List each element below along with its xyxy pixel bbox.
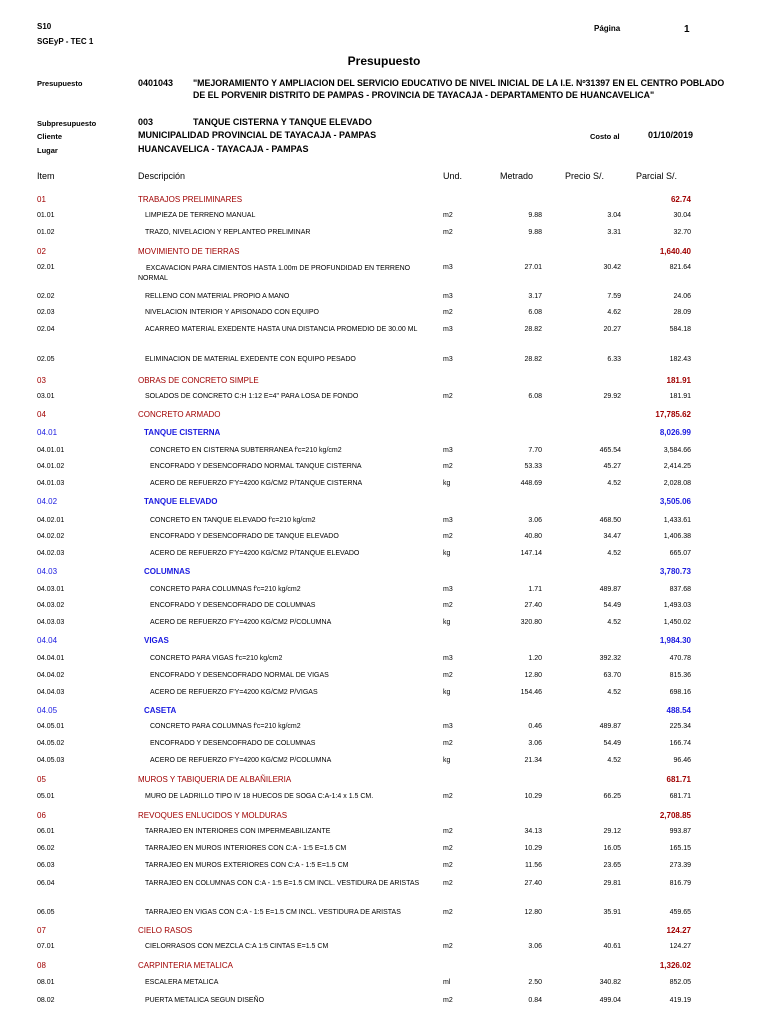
col-descripcion-header: Descripción <box>138 171 186 181</box>
row-unit: kg <box>443 689 451 696</box>
row-item-code: 08.02 <box>37 997 55 1004</box>
row-metrado: 3.06 <box>528 943 542 950</box>
row-unit: m3 <box>443 586 453 593</box>
row-metrado: 6.08 <box>528 393 542 400</box>
row-item-code: 06.03 <box>37 862 55 869</box>
row-parcial: 62.74 <box>670 195 691 204</box>
row-metrado: 10.29 <box>524 845 542 852</box>
system-name: SGEyP - TEC 1 <box>37 37 94 46</box>
row-description: REVOQUES ENLUCIDOS Y MOLDURAS <box>138 811 288 820</box>
row-precio: 34.47 <box>603 533 621 540</box>
row-parcial: 28.09 <box>673 309 691 316</box>
row-metrado: 9.88 <box>528 212 542 219</box>
row-item-code: 02 <box>37 247 46 256</box>
row-parcial: 488.54 <box>666 706 691 715</box>
presupuesto-code: 0401043 <box>138 78 174 88</box>
row-description: ELIMINACION DE MATERIAL EXEDENTE CON EQUIPO PESADO <box>145 356 356 363</box>
row-metrado: 1.71 <box>528 586 542 593</box>
row-description: RELLENO CON MATERIAL PROPIO A MANO <box>145 293 290 300</box>
row-unit: m3 <box>443 264 453 271</box>
row-item-code: 04.04.02 <box>37 672 65 679</box>
row-description: CONCRETO EN TANQUE ELEVADO f'c=210 kg/cm2 <box>150 517 316 524</box>
row-precio: 45.27 <box>603 463 621 470</box>
col-precio-header: Precio S/. <box>565 171 605 181</box>
row-parcial: 419.19 <box>669 997 691 1004</box>
row-parcial: 96.46 <box>673 757 691 764</box>
row-description: CARPINTERIA METALICA <box>138 961 233 970</box>
row-parcial: 17,785.62 <box>655 410 691 419</box>
row-parcial: 181.91 <box>666 376 691 385</box>
row-parcial: 124.27 <box>669 943 691 950</box>
row-precio: 392.32 <box>599 655 621 662</box>
row-description: MURO DE LADRILLO TIPO IV 18 HUECOS DE SOGA C:A-1:4 x 1.5 CM. <box>145 793 374 800</box>
row-unit: m2 <box>443 393 453 400</box>
row-item-code: 04.04.03 <box>37 689 65 696</box>
row-metrado: 27.40 <box>524 880 542 887</box>
row-item-code: 04.03.03 <box>37 619 65 626</box>
row-parcial: 816.79 <box>669 880 691 887</box>
row-description: CONCRETO PARA VIGAS f'c=210 kg/cm2 <box>150 655 283 662</box>
row-parcial: 166.74 <box>669 740 691 747</box>
row-description: CASETA <box>144 706 177 715</box>
row-item-code: 04.02.02 <box>37 533 65 540</box>
row-parcial: 181.91 <box>669 393 691 400</box>
row-item-code: 01.02 <box>37 229 55 236</box>
row-description: TARRAJEO EN INTERIORES CON IMPERMEABILIZANTE <box>145 828 331 835</box>
row-metrado: 10.29 <box>524 793 542 800</box>
row-parcial: 681.71 <box>669 793 691 800</box>
row-parcial: 1,433.61 <box>663 517 691 524</box>
page-number: 1 <box>684 24 690 35</box>
row-item-code: 04.02.03 <box>37 550 65 557</box>
row-description: ACERO DE REFUERZO F'Y=4200 KG/CM2 P/COLUMNA <box>150 757 332 764</box>
row-precio: 54.49 <box>603 602 621 609</box>
row-description: TARRAJEO EN MUROS INTERIORES CON C:A - 1:5 E=1.5 CM <box>145 845 347 852</box>
row-unit: m3 <box>443 447 453 454</box>
row-description: TANQUE CISTERNA <box>144 428 221 437</box>
row-parcial: 1,326.02 <box>659 961 691 970</box>
row-unit: kg <box>443 757 451 764</box>
row-precio: 29.81 <box>603 880 621 887</box>
row-item-code: 01 <box>37 195 46 204</box>
row-description: CIELORRASOS CON MEZCLA C:A 1:5 CINTAS E=1.5 CM <box>145 943 329 950</box>
page-title: Presupuesto <box>347 54 421 68</box>
row-metrado: 7.70 <box>528 447 542 454</box>
row-item-code: 03 <box>37 376 46 385</box>
row-metrado: 147.14 <box>520 550 542 557</box>
row-description: NIVELACION INTERIOR Y APISONADO CON EQUIPO <box>145 309 320 316</box>
row-description: ENCOFRADO Y DESENCOFRADO DE TANQUE ELEVADO <box>150 533 339 540</box>
row-item-code: 04.03.02 <box>37 602 65 609</box>
row-metrado: 6.08 <box>528 309 542 316</box>
row-metrado: 21.34 <box>524 757 542 764</box>
row-item-code: 07.01 <box>37 943 55 950</box>
row-item-code: 04.01.02 <box>37 463 65 470</box>
row-unit: m2 <box>443 862 453 869</box>
row-description: TRAZO, NIVELACION Y REPLANTEO PRELIMINAR <box>145 229 311 236</box>
row-unit: m2 <box>443 793 453 800</box>
row-unit: kg <box>443 619 451 626</box>
row-metrado: 53.33 <box>524 463 542 470</box>
row-parcial: 3,505.06 <box>659 497 691 506</box>
row-unit: m2 <box>443 997 453 1004</box>
subpresupuesto-name: TANQUE CISTERNA Y TANQUE ELEVADO <box>193 117 372 127</box>
row-unit: m2 <box>443 828 453 835</box>
row-parcial: 584.18 <box>669 326 691 333</box>
subpresupuesto-label: Subpresupuesto <box>37 119 97 128</box>
col-item-header: Item <box>37 171 55 181</box>
row-item-code: 04.05.01 <box>37 723 65 730</box>
row-parcial: 1,984.30 <box>659 636 691 645</box>
col-und-header: Und. <box>443 171 463 181</box>
row-item-code: 08 <box>37 961 46 970</box>
row-description: TANQUE ELEVADO <box>144 497 218 506</box>
lugar-label: Lugar <box>37 146 58 155</box>
row-description: CONCRETO ARMADO <box>138 410 221 419</box>
row-parcial: 2,414.25 <box>663 463 691 470</box>
row-unit: m2 <box>443 533 453 540</box>
row-precio: 30.42 <box>603 264 621 271</box>
costo-label: Costo al <box>590 132 620 141</box>
row-description: CONCRETO PARA COLUMNAS f'c=210 kg/cm2 <box>150 723 301 730</box>
row-parcial: 225.34 <box>669 723 691 730</box>
row-unit: m3 <box>443 517 453 524</box>
row-item-code: 02.01 <box>37 264 55 271</box>
col-parcial-header: Parcial S/. <box>636 171 678 181</box>
row-parcial: 681.71 <box>666 775 691 784</box>
row-item-code: 04.04.01 <box>37 655 65 662</box>
row-parcial: 1,493.03 <box>663 602 691 609</box>
row-item-code: 06.05 <box>37 909 55 916</box>
row-item-code: 04.01 <box>37 428 58 437</box>
row-description: MOVIMIENTO DE TIERRAS <box>138 247 240 256</box>
row-metrado: 28.82 <box>524 326 542 333</box>
row-item-code: 03.01 <box>37 393 55 400</box>
row-item-code: 05.01 <box>37 793 55 800</box>
row-parcial: 698.16 <box>669 689 691 696</box>
row-description: TRABAJOS PRELIMINARES <box>138 195 243 204</box>
presupuesto-label: Presupuesto <box>37 79 83 88</box>
presupuesto-name-line2: DE EL PORVENIR DISTRITO DE PAMPAS - PROVINCIA DE TAYACAJA - DEPARTAMENTO DE HUANCAVELICA" <box>193 90 655 100</box>
row-parcial: 2,028.08 <box>663 480 691 487</box>
row-parcial: 665.07 <box>669 550 691 557</box>
row-unit: m3 <box>443 723 453 730</box>
row-item-code: 08.01 <box>37 979 55 986</box>
row-parcial: 273.39 <box>669 862 691 869</box>
row-precio: 7.59 <box>607 293 621 300</box>
row-item-code: 02.04 <box>37 326 55 333</box>
row-metrado: 1.20 <box>528 655 542 662</box>
row-unit: m2 <box>443 672 453 679</box>
row-item-code: 04.03 <box>37 567 58 576</box>
row-unit: m2 <box>443 463 453 470</box>
row-item-code: 04.02 <box>37 497 58 506</box>
presupuesto-name-line1: "MEJORAMIENTO Y AMPLIACION DEL SERVICIO EDUCATIVO DE NIVEL INICIAL DE LA I.E. Nº31397 EN EL CENTRO POBLADO <box>193 78 725 88</box>
page-label: Página <box>594 24 621 33</box>
row-precio: 16.05 <box>603 845 621 852</box>
row-precio: 4.52 <box>607 619 621 626</box>
cliente-label: Cliente <box>37 132 63 141</box>
row-description: CONCRETO PARA COLUMNAS f'c=210 kg/cm2 <box>150 586 301 593</box>
row-item-code: 02.02 <box>37 293 55 300</box>
row-precio: 23.65 <box>603 862 621 869</box>
row-description: ACERO DE REFUERZO F'Y=4200 KG/CM2 P/COLUMNA <box>150 619 332 626</box>
row-description: ACERO DE REFUERZO F'Y=4200 KG/CM2 P/TANQUE ELEVADO <box>150 550 360 557</box>
row-description: ENCOFRADO Y DESENCOFRADO NORMAL DE VIGAS <box>150 672 329 679</box>
row-item-code: 04.05.03 <box>37 757 65 764</box>
row-parcial: 1,450.02 <box>663 619 691 626</box>
row-metrado: 3.06 <box>528 517 542 524</box>
row-precio: 4.52 <box>607 689 621 696</box>
row-unit: m3 <box>443 326 453 333</box>
row-precio: 4.52 <box>607 757 621 764</box>
row-item-code: 06 <box>37 811 46 820</box>
row-description: ENCOFRADO Y DESENCOFRADO NORMAL TANQUE CISTERNA <box>150 463 362 470</box>
row-unit: m2 <box>443 943 453 950</box>
row-parcial: 8,026.99 <box>659 428 691 437</box>
cliente-value: MUNICIPALIDAD PROVINCIAL DE TAYACAJA - PAMPAS <box>138 130 377 140</box>
row-precio: 4.52 <box>607 480 621 487</box>
row-precio: 3.31 <box>607 229 621 236</box>
row-metrado: 9.88 <box>528 229 542 236</box>
report-code: S10 <box>37 22 52 31</box>
row-description: OBRAS DE CONCRETO SIMPLE <box>138 376 259 385</box>
row-parcial: 24.06 <box>673 293 691 300</box>
row-description: CIELO RASOS <box>138 926 193 935</box>
row-precio: 66.25 <box>603 793 621 800</box>
row-unit: m2 <box>443 229 453 236</box>
row-metrado: 320.80 <box>520 619 542 626</box>
row-precio: 6.33 <box>607 356 621 363</box>
row-item-code: 04.02.01 <box>37 517 65 524</box>
row-item-code: 04.05.02 <box>37 740 65 747</box>
row-item-code: 06.01 <box>37 828 55 835</box>
row-precio: 40.61 <box>603 943 621 950</box>
row-unit: m2 <box>443 309 453 316</box>
row-item-code: 04.01.01 <box>37 447 65 454</box>
row-metrado: 28.82 <box>524 356 542 363</box>
row-unit: m3 <box>443 356 453 363</box>
row-unit: m2 <box>443 740 453 747</box>
row-unit: m2 <box>443 880 453 887</box>
row-precio: 489.87 <box>599 586 621 593</box>
row-description: ESCALERA METALICA <box>145 979 219 986</box>
row-description: ACERO DE REFUERZO F'Y=4200 KG/CM2 P/TANQUE CISTERNA <box>150 480 363 487</box>
row-description: ENCOFRADO Y DESENCOFRADO DE COLUMNAS <box>150 602 316 609</box>
lugar-value: HUANCAVELICA - TAYACAJA - PAMPAS <box>138 144 309 154</box>
row-description: TARRAJEO EN MUROS EXTERIORES CON C:A - 1:5 E=1.5 CM <box>145 862 349 869</box>
row-precio: 29.92 <box>603 393 621 400</box>
row-description: PUERTA METALICA SEGUN DISEÑO <box>145 997 265 1004</box>
row-parcial: 3,780.73 <box>659 567 691 576</box>
row-parcial: 837.68 <box>669 586 691 593</box>
row-item-code: 02.05 <box>37 356 55 363</box>
row-unit: m3 <box>443 293 453 300</box>
row-metrado: 11.56 <box>525 862 542 869</box>
row-description: COLUMNAS <box>144 567 191 576</box>
row-unit: m2 <box>443 909 453 916</box>
row-unit: m2 <box>443 845 453 852</box>
row-parcial: 1,640.40 <box>659 247 691 256</box>
row-precio: 3.04 <box>607 212 621 219</box>
row-precio: 20.27 <box>603 326 621 333</box>
row-metrado: 154.46 <box>520 689 542 696</box>
row-parcial: 2,708.85 <box>659 811 691 820</box>
col-metrado-header: Metrado <box>500 171 534 181</box>
row-description: EXCAVACION PARA CIMIENTOS HASTA 1.00m DE PROFUNDIDAD EN TERRENO NORMAL <box>138 265 411 282</box>
row-item-code: 04 <box>37 410 46 419</box>
row-parcial: 852.05 <box>669 979 691 986</box>
row-metrado: 3.17 <box>528 293 542 300</box>
row-parcial: 821.64 <box>669 264 691 271</box>
row-description: LIMPIEZA DE TERRENO MANUAL <box>145 212 256 219</box>
row-precio: 468.50 <box>599 517 621 524</box>
row-metrado: 448.69 <box>520 480 542 487</box>
row-unit: m3 <box>443 655 453 662</box>
row-metrado: 27.40 <box>524 602 542 609</box>
row-item-code: 04.03.01 <box>37 586 65 593</box>
row-parcial: 3,584.66 <box>663 447 691 454</box>
row-parcial: 1,406.38 <box>663 533 691 540</box>
row-parcial: 993.87 <box>669 828 691 835</box>
row-description: ACARREO MATERIAL EXEDENTE HASTA UNA DISTANCIA PROMEDIO DE 30.00 ML <box>145 326 418 333</box>
row-item-code: 06.02 <box>37 845 55 852</box>
row-metrado: 12.80 <box>524 909 542 916</box>
row-item-code: 04.01.03 <box>37 480 65 487</box>
row-metrado: 34.13 <box>524 828 542 835</box>
row-item-code: 02.03 <box>37 309 55 316</box>
row-precio: 54.49 <box>603 740 621 747</box>
row-description: ENCOFRADO Y DESENCOFRADO DE COLUMNAS <box>150 740 316 747</box>
row-precio: 35.91 <box>603 909 621 916</box>
row-parcial: 32.70 <box>673 229 691 236</box>
row-item-code: 01.01 <box>37 212 55 219</box>
row-metrado: 0.46 <box>528 723 542 730</box>
row-parcial: 459.65 <box>669 909 691 916</box>
row-metrado: 3.06 <box>528 740 542 747</box>
row-parcial: 182.43 <box>669 356 691 363</box>
row-precio: 63.70 <box>603 672 621 679</box>
row-metrado: 27.01 <box>524 264 542 271</box>
row-description: MUROS Y TABIQUERIA DE ALBAÑILERIA <box>138 775 292 784</box>
row-item-code: 07 <box>37 926 46 935</box>
row-unit: m2 <box>443 602 453 609</box>
row-metrado: 40.80 <box>524 533 542 540</box>
row-precio: 499.04 <box>599 997 621 1004</box>
row-unit: m2 <box>443 212 453 219</box>
row-unit: ml <box>443 979 451 986</box>
row-precio: 29.12 <box>603 828 621 835</box>
row-precio: 4.62 <box>607 309 621 316</box>
row-description: VIGAS <box>144 636 169 645</box>
row-metrado: 2.50 <box>528 979 542 986</box>
row-metrado: 12.80 <box>524 672 542 679</box>
row-description: TARRAJEO EN COLUMNAS CON C:A - 1:5 E=1.5 CM INCL. VESTIDURA DE ARISTAS <box>145 880 420 887</box>
row-parcial: 124.27 <box>666 926 691 935</box>
row-metrado: 0.84 <box>528 997 542 1004</box>
subpresupuesto-code: 003 <box>138 117 154 127</box>
row-description: CONCRETO EN CISTERNA SUBTERRANEA f'c=210 kg/cm2 <box>150 447 342 454</box>
row-precio: 340.82 <box>599 979 621 986</box>
row-unit: kg <box>443 550 451 557</box>
row-precio: 465.54 <box>599 447 621 454</box>
row-item-code: 05 <box>37 775 46 784</box>
costo-date: 01/10/2019 <box>648 130 694 140</box>
row-item-code: 04.04 <box>37 636 58 645</box>
row-item-code: 04.05 <box>37 706 58 715</box>
row-parcial: 30.04 <box>673 212 691 219</box>
row-parcial: 815.36 <box>669 672 691 679</box>
row-parcial: 165.15 <box>669 845 691 852</box>
row-parcial: 470.78 <box>669 655 691 662</box>
row-description: SOLADOS DE CONCRETO C:H 1:12 E=4" PARA LOSA DE FONDO <box>145 393 359 400</box>
row-precio: 4.52 <box>607 550 621 557</box>
row-description: ACERO DE REFUERZO F'Y=4200 KG/CM2 P/VIGAS <box>150 689 318 696</box>
row-unit: kg <box>443 480 451 487</box>
row-description: TARRAJEO EN VIGAS CON C:A - 1:5 E=1.5 CM INCL. VESTIDURA DE ARISTAS <box>145 909 401 916</box>
row-item-code: 06.04 <box>37 880 55 887</box>
row-precio: 489.87 <box>599 723 621 730</box>
